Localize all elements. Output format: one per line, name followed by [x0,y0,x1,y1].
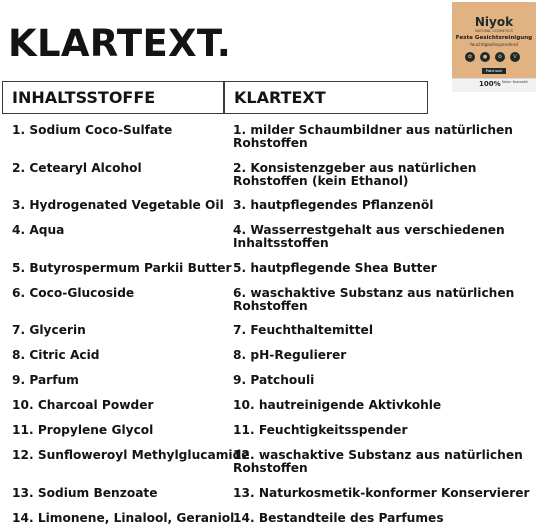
product-brand-sub: NATURAL COSMETICS [475,29,513,33]
ingredient-name: 4. Aqua [12,223,65,237]
ingredient-explanation: 13. Naturkosmetik-konformer Konservierer [233,486,530,500]
ingredient-explanation: 8. pH-Regulierer [233,348,347,362]
product-percent-sub: Natur Kosmetik [502,80,529,84]
ingredient-name: 5. Butyrospermum Parkii Butter [12,261,232,275]
product-brand: Niyok [474,15,514,29]
recycle-icon: ♻ [495,52,505,62]
ingredient-explanation: 14. Bestandteile des Parfumes [233,511,444,525]
ingredient-name: 13. Sodium Benzoate [12,486,158,500]
ingredient-explanation: 12. waschaktive Substanz aus natürlichen Rohstoffen [233,448,523,475]
ingredient-explanation: 1. milder Schaumbildner aus natürlichen Rohstoffen [233,123,513,150]
ingredient-explanation: 5. hautpflegende Shea Butter [233,261,437,275]
ingredient-name: 10. Charcoal Powder [12,398,154,412]
ingredient-name: 8. Citric Acid [12,348,100,362]
product-name: Feste Gesichtsreinigung [455,35,533,41]
ingredient-name: 9. Parfum [12,373,79,387]
ingredient-explanation: 7. Feuchthaltemittel [233,323,373,337]
ingredient-explanation: 10. hautreinigende Aktivkohle [233,398,442,412]
header-ingredients: INHALTSSTOFFE [12,88,156,107]
ingredient-name: 14. Limonene, Linalool, Geraniol [12,511,235,525]
ingredient-name: 2. Cetearyl Alcohol [12,161,142,175]
product-icon-row [465,52,520,62]
ingredient-name: 11. Propylene Glycol [12,423,154,437]
ingredient-name: 7. Glycerin [12,323,86,337]
header-divider [223,81,225,114]
ingredient-name: 3. Hydrogenated Vegetable Oil [12,198,224,212]
ingredient-name: 6. Coco-Glucoside [12,286,135,300]
ingredient-name: 12. Sunfloweroyl Methylglucamide [12,448,250,462]
leaf-icon: ✿ [465,52,475,62]
product-box [452,2,536,78]
product-subtitle: feuchtigkeitsspendend [470,42,518,47]
ingredient-name: 1. Sodium Coco-Sulfate [12,123,173,137]
ingredient-explanation: 11. Feuchtigkeitsspender [233,423,408,437]
header-klartext: KLARTEXT [234,88,326,107]
ingredient-explanation: 6. waschaktive Substanz aus natürlichen Rohstoffen [233,286,515,313]
ingredient-explanation: 2. Konsistenzgeber aus natürlichen Rohstoffen (kein Ethanol) [233,161,477,188]
product-badge: Patchouli [482,68,506,74]
vegan-icon: V [510,52,520,62]
ingredient-explanation: 3. hautpflegendes Pflanzenöl [233,198,434,212]
product-image [452,2,536,92]
product-percent: 100% [479,80,501,88]
ingredient-explanation: 4. Wasserrestgehalt aus verschiedenen Inhaltsstoffen [233,223,505,250]
drop-icon: ● [480,52,490,62]
page-title: KLARTEXT. [8,22,232,65]
ingredient-explanation: 9. Patchouli [233,373,315,387]
